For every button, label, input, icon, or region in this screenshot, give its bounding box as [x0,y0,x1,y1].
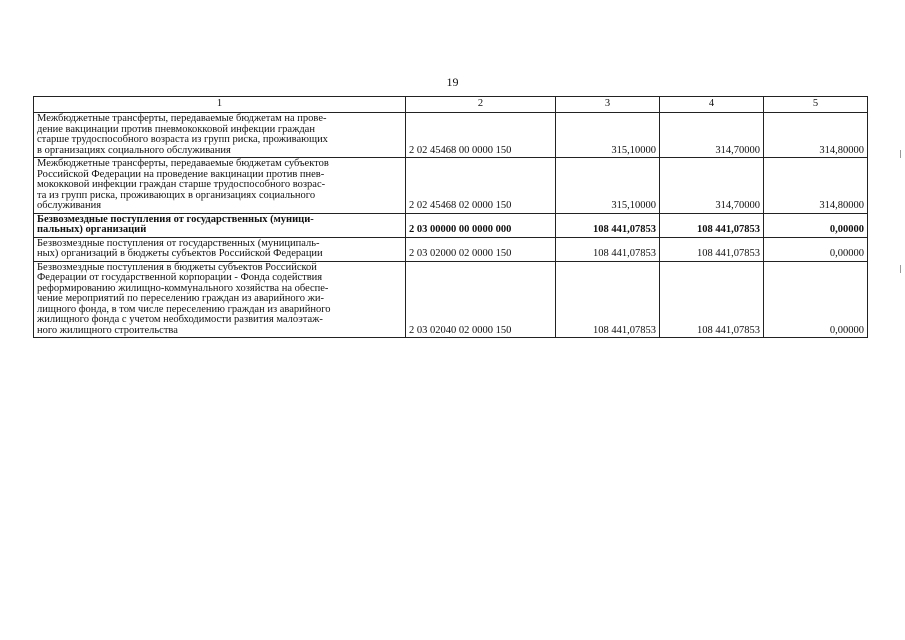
column-header-1: 1 [34,97,406,113]
scan-edge-mark [900,150,901,158]
description-line: Безвозмездные поступления в бюджеты субъектов Российской [37,261,317,273]
row-value-col5: 314,80000 [764,158,868,214]
description-line: лищного фонда, в том числе переселению граждан из аварийного [37,303,331,315]
description-line: та из групп риска, проживающих в организациях социального [37,189,316,201]
row-value-col3: 315,10000 [556,158,660,214]
description-line: пальных) организаций [37,224,147,235]
description-line: мококковой инфекции граждан старше трудоспособного возрас- [37,179,326,190]
row-value-col4: 314,70000 [660,158,764,214]
table-header-row [34,97,868,113]
row-value-col4: 314,70000 [660,113,764,158]
description-line: обслуживания [37,200,102,211]
description-line: дение вакцинации против пневмококковой инфекции граждан [37,123,315,135]
row-value-col5: 0,00000 [764,237,868,261]
row-value-col5: 314,80000 [764,113,868,158]
description-line: ных) организаций в бюджеты субъектов Российской Федерации [37,248,323,259]
description-line: старше трудоспособного возраста из групп риска, проживающих [37,134,328,145]
row-code: 2 03 02040 02 0000 150 [406,261,556,338]
description-line: Безвозмездные поступления от государственных (муниципаль- [37,237,320,249]
row-value-col3: 315,10000 [556,113,660,158]
page-number: 19 [446,75,459,89]
row-description [34,158,406,214]
table-row [34,213,868,237]
description-line: Межбюджетные трансферты, передаваемые бюджетам на прове- [37,113,327,124]
description-line: Федерации от государственной корпорации - Фонда содействия [37,272,323,283]
scan-edge-mark [900,265,901,273]
row-value-col3: 108 441,07853 [556,237,660,261]
table-row [34,261,868,338]
description-line: в организациях социального обслуживания [37,144,231,156]
row-value-col4: 108 441,07853 [660,213,764,237]
budget-table [33,96,868,338]
row-code: 2 03 02000 02 0000 150 [406,237,556,261]
row-code: 2 02 45468 00 0000 150 [406,113,556,158]
column-header-4: 4 [660,97,764,113]
table-row [34,113,868,158]
row-description [34,213,406,237]
description-line: реформированию жилищно-коммунального хозяйства на обеспе- [37,282,329,294]
description-line: жилищного фонда с учетом необходимости развития малоэтаж- [37,314,323,325]
row-code: 2 03 00000 00 0000 000 [406,213,556,237]
description-line: Российской Федерации на проведение вакцинации против пнев- [37,168,325,180]
description-line: Безвозмездные поступления от государственных (муници- [37,213,314,225]
column-header-2: 2 [406,97,556,113]
row-value-col5: 0,00000 [764,213,868,237]
row-code: 2 02 45468 02 0000 150 [406,158,556,214]
row-value-col4: 108 441,07853 [660,237,764,261]
row-value-col3: 108 441,07853 [556,213,660,237]
row-description [34,237,406,261]
row-value-col4: 108 441,07853 [660,261,764,338]
column-header-3: 3 [556,97,660,113]
column-header-5: 5 [764,97,868,113]
description-line: Межбюджетные трансферты, передаваемые бюджетам субъектов [37,158,329,169]
table-row [34,237,868,261]
row-value-col3: 108 441,07853 [556,261,660,338]
row-description [34,113,406,158]
table-row [34,158,868,214]
row-value-col5: 0,00000 [764,261,868,338]
description-line: чение мероприятий по переселению граждан из аварийного жи- [37,293,324,304]
row-description [34,261,406,338]
table-body [34,113,868,338]
description-line: ного жилищного строительства [37,324,178,336]
